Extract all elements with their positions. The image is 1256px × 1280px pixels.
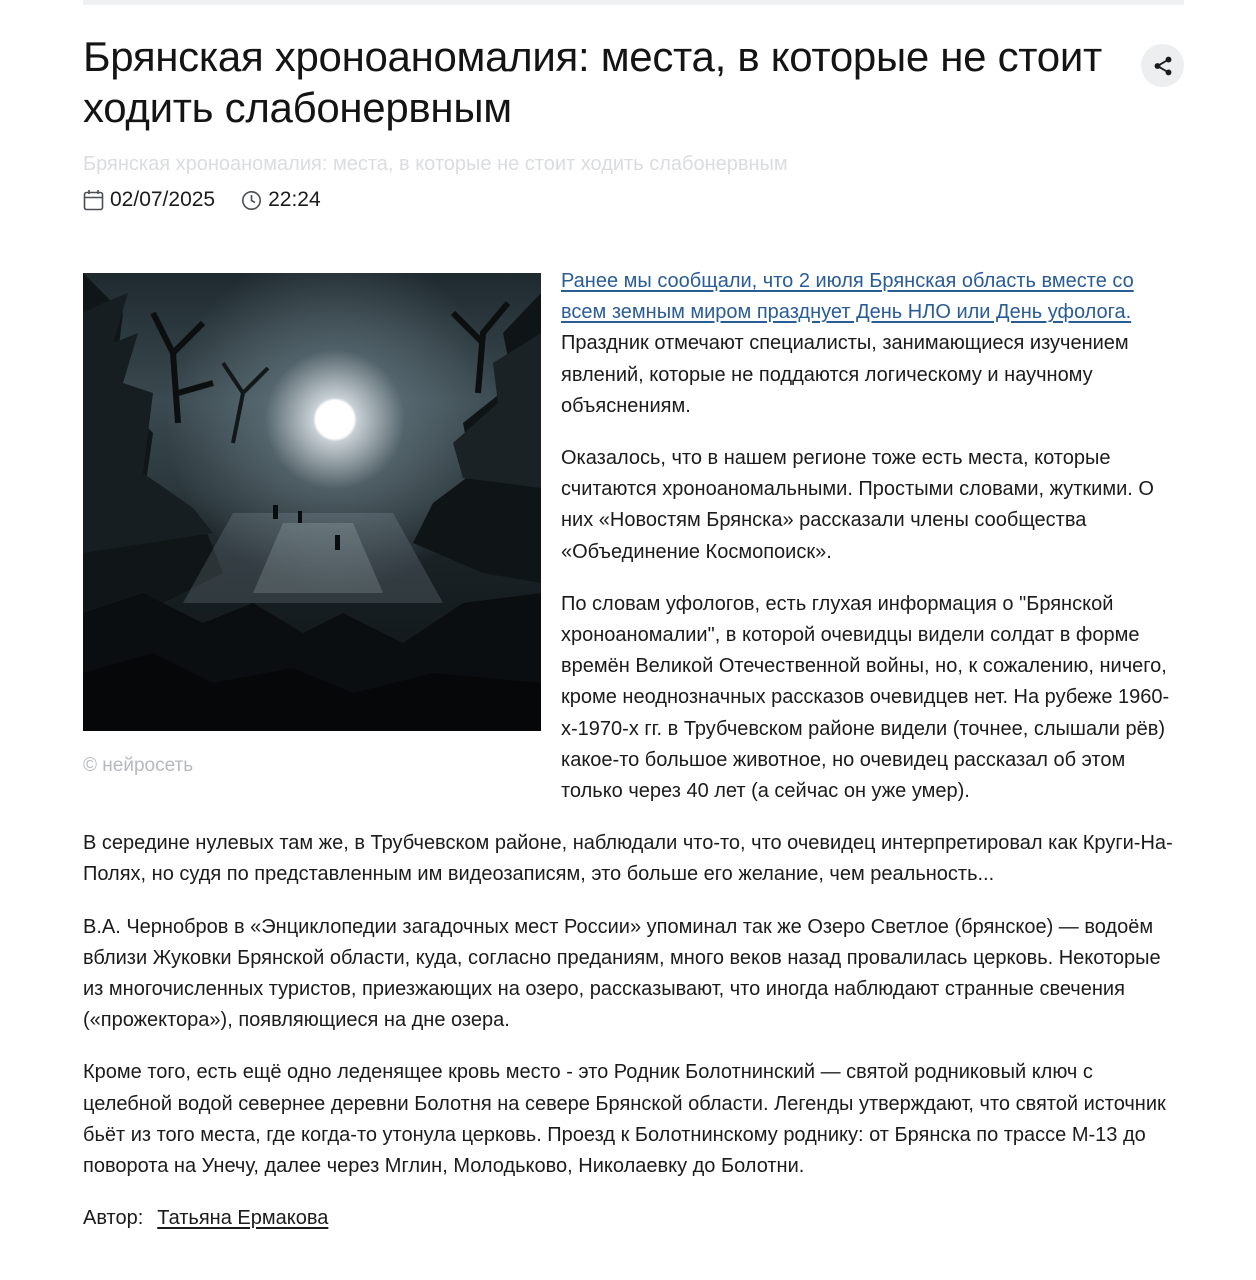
paragraph-4: В.А. Чернобров в «Энциклопедии загадочных мест России» упоминал так же Озеро Светлое (брянское) — водоём вблизи Жуковки Брянской области, куда, согласно преданиям, много веков назад провалилась церковь. Некоторые из многочисленных туристов, приезжающих на озеро, рассказывают, что иногда наблюдают странные свечения («прожектора»), появляющиеся на дне озера. (83, 915, 1161, 1032)
image-caption: © нейросеть (83, 755, 194, 776)
article-subtitle: Брянская хроноаномалия: места, в которые не стоит ходить слабонервным (83, 153, 788, 175)
time-group (241, 188, 321, 212)
paragraph-3: В середине нулевых там же, в Трубчевском районе, наблюдали что-то, что очевидец интерпретировал как Круги-На-Полях, но судя по представленным им видеозаписям, это больше его желание, чем реальность... (83, 832, 1173, 886)
article-date: 02/07/2025 (110, 188, 216, 211)
article-body (83, 266, 1184, 1234)
article-time: 22:24 (268, 188, 321, 211)
author-line (83, 1203, 1184, 1234)
date-group (83, 188, 215, 212)
clock-icon (241, 190, 262, 211)
author-link[interactable]: Татьяна Ермакова (157, 1207, 329, 1230)
article-image (83, 273, 541, 731)
paragraph-1: Оказалось, что в нашем регионе тоже есть места, которые считаются хроноаномальными. Простыми словами, жуткими. О них «Новостям Брянска» рассказали члены сообщества «Объединение Космопоиск». (561, 447, 1154, 563)
top-divider (83, 0, 1184, 5)
share-button[interactable] (1141, 44, 1184, 87)
article-meta (83, 186, 321, 214)
lead-link[interactable]: Ранее мы сообщали, что 2 июля Брянская область вместе со всем земным миром празднует День НЛО или День уфолога. (561, 270, 1134, 324)
author-label: Автор: (83, 1207, 144, 1230)
paragraph-2: По словам уфологов, есть глухая информация о "Брянской хроноаномалии", в которой очевидцы видели солдат в форме времён Великой Отечественной войны, но, к сожалению, ничего, кроме неоднозначных рассказов очевидцев нет. На рубеже 1960-х-1970-х гг. в Трубчевском районе видели (точнее, слышали рёв) какое-то большое животное, но очевидец рассказал об этом только через 40 лет (а сейчас он уже умер). (561, 592, 1170, 803)
lead-text: Праздник отмечают специалисты, занимающиеся изучением явлений, которые не поддаются логическому и научному объяснениям. (561, 332, 1129, 417)
share-icon (1152, 55, 1174, 77)
calendar-icon (83, 189, 104, 211)
article-figure (83, 273, 541, 779)
article-title: Брянская хроноаномалия: места, в которые не стоит ходить слабонервным (83, 33, 1102, 131)
paragraph-5: Кроме того, есть ещё одно леденящее кровь место - это Родник Болотнинский — святой родниковый ключ с целебной водой севернее деревни Болотня на севере Брянской области. Легенды утверждают, что святой источник бьёт из того места, где когда-то утонула церковь. Проезд к Болотнинскому роднику: от Брянска по трассе М-13 до поворота на Унечу, далее через Мглин, Молодьково, Николаевку до Болотни. (83, 1061, 1166, 1178)
